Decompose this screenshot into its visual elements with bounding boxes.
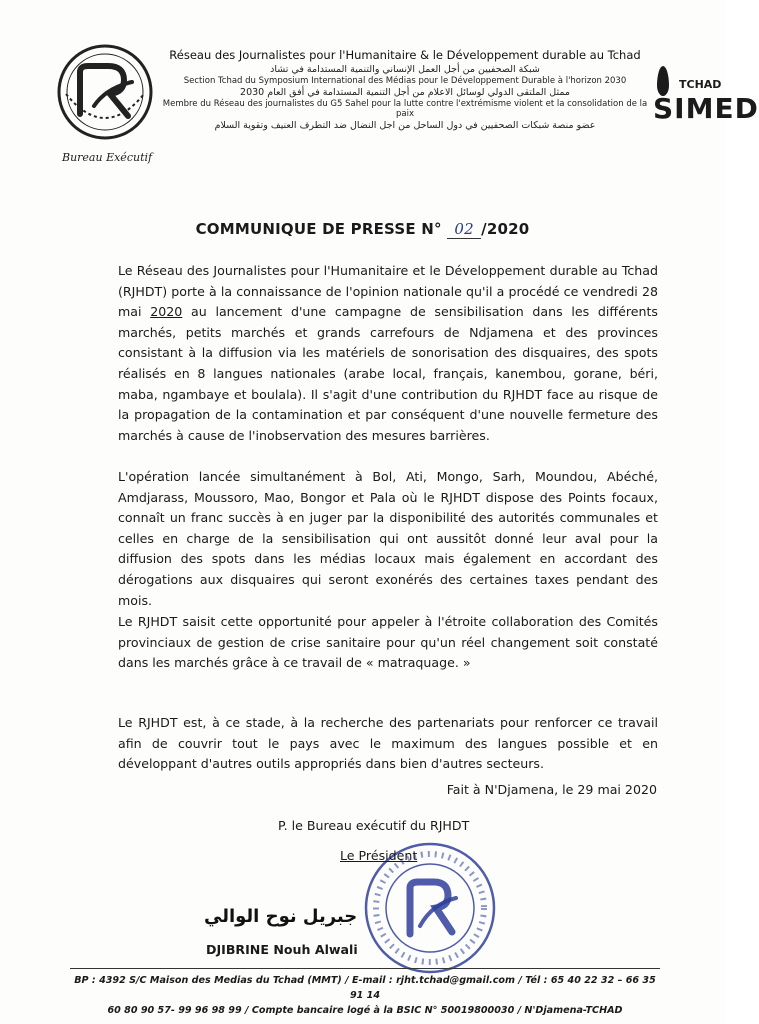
footer-contact [70,968,660,1018]
rjhdt-logo [50,42,160,142]
simed-tchad-label: TCHAD [679,78,722,91]
paragraph-3: Le RJHDT saisit cette opportunité pour appeler à l'étroite collaboration des Comités provinciaux de gestion de crise sanitaire pour qu'un réel changement soit constaté dans les marchés grâce à ce travail de « matraquage. » [118,614,658,671]
membership-line: Membre du Réseau des journalistes du G5 Sahel pour la lutte contre l'extrémisme violent et la consolidation de la paix [162,99,648,119]
title-year: 2020 [486,220,530,238]
logo-caption: Bureau Exécutif [62,151,153,164]
letterhead [160,48,650,132]
paragraph-4: Le RJHDT est, à ce stade, à la recherche des partenariats pour renforcer ce travail afin de couvrir tout le pays avec le maximum des langues possible et en développant d'autres outils appropriés dans bien d'autres secteurs. [118,715,658,772]
on-behalf-line: P. le Bureau exécutif du RJHDT [278,818,470,833]
section-line: Section Tchad du Symposium International des Médias pour le Développement Durable à l'horizon 2030 [183,76,627,86]
org-name-arabic: شبكة الصحفيين من أجل العمل الإنساني والتنمية المستدامة في تشاد [270,64,540,75]
simed-wordmark: SIMED [653,92,759,125]
org-name: Réseau des Journalistes pour l'Humanitaire & le Développement durable au Tchad [169,48,641,62]
page-title: COMMUNIQUE DE PRESSE N° 02 /2020 [195,220,530,238]
title-prefix: COMMUNIQUE DE PRESSE N° [195,220,442,238]
section-line-arabic: ممثل الملتقى الدولي لوسائل الاعلام من أجل التنمية المستدامة في أفق العام 2030 [240,87,570,98]
paragraph-1-year: 2020 [150,304,183,320]
footer-line-1: BP : 4392 S/C Maison des Medias du Tchad (MMT) / E-mail : rjht.tchad@gmail.com / Tél : 65 40 22 32 – 66 35 91 14 [74,975,656,1001]
title-number: 02 [447,220,481,239]
paragraph-1-end: au lancement d'une campagne de sensibilisation dans les différents marchés, petits marchés et grands carrefours de Ndjamena et des provinces consistant à la diffusion via les matériels de sonorisation des disquaires, des spots réalisés en 8 langues nationales (arabe local, français, kanembou, gorane, béri, maba, ngambaye et boulala). Il s'agit d'une contribution du RJHDT face au risque de la propagation de la contamination et par conséquent d'une nouvelle fermeture des marchés à cause de l'inobservation des mesures barrières. [118,304,658,443]
paragraph-1-start: Le Réseau des Journalistes pour l'Humanitaire et le Développement durable au Tchad (RJHDT) porte à la connaissance de l'opinion nationale qu'il a procédé ce vendredi 28 mai [118,263,658,320]
signature-arabic: جبريل نوح الوالي [204,906,358,927]
paragraph-2: L'opération lancée simultanément à Bol, Ati, Mongo, Sarh, Moundou, Abéché, Amdjarass, Moussoro, Mao, Bongor et Pala où le RJHDT dispose des Points focaux, connaît un franc succès à en juger par la disponibilité des autorités communales et celles en charge de la sensibilisation qui ont aussitôt donné leur aval pour la diffusion des spots dans les médias locaux mais également en accordant des dérogations aux disquaires qui seront exonérés des certaines taxes pendant des mois. [118,469,658,608]
president-title: Le Président [340,848,418,863]
paragraph-1 [118,261,658,446]
membership-line-arabic: عضو منصة شبكات الصحفيين في دول الساحل من اجل النضال ضد التطرف العنيف وتقوية السلام [214,120,596,131]
simed-logo [653,58,759,138]
signatory-name: DJIBRINE Nouh Alwali [206,942,358,957]
place-and-date: Fait à N'Djamena, le 29 mai 2020 [446,782,657,797]
footer-line-2: 60 80 90 57- 99 96 98 99 / Compte bancaire logé à la BSIC N° 50019800030 / N'Djamena-TCHAD [107,1005,623,1016]
